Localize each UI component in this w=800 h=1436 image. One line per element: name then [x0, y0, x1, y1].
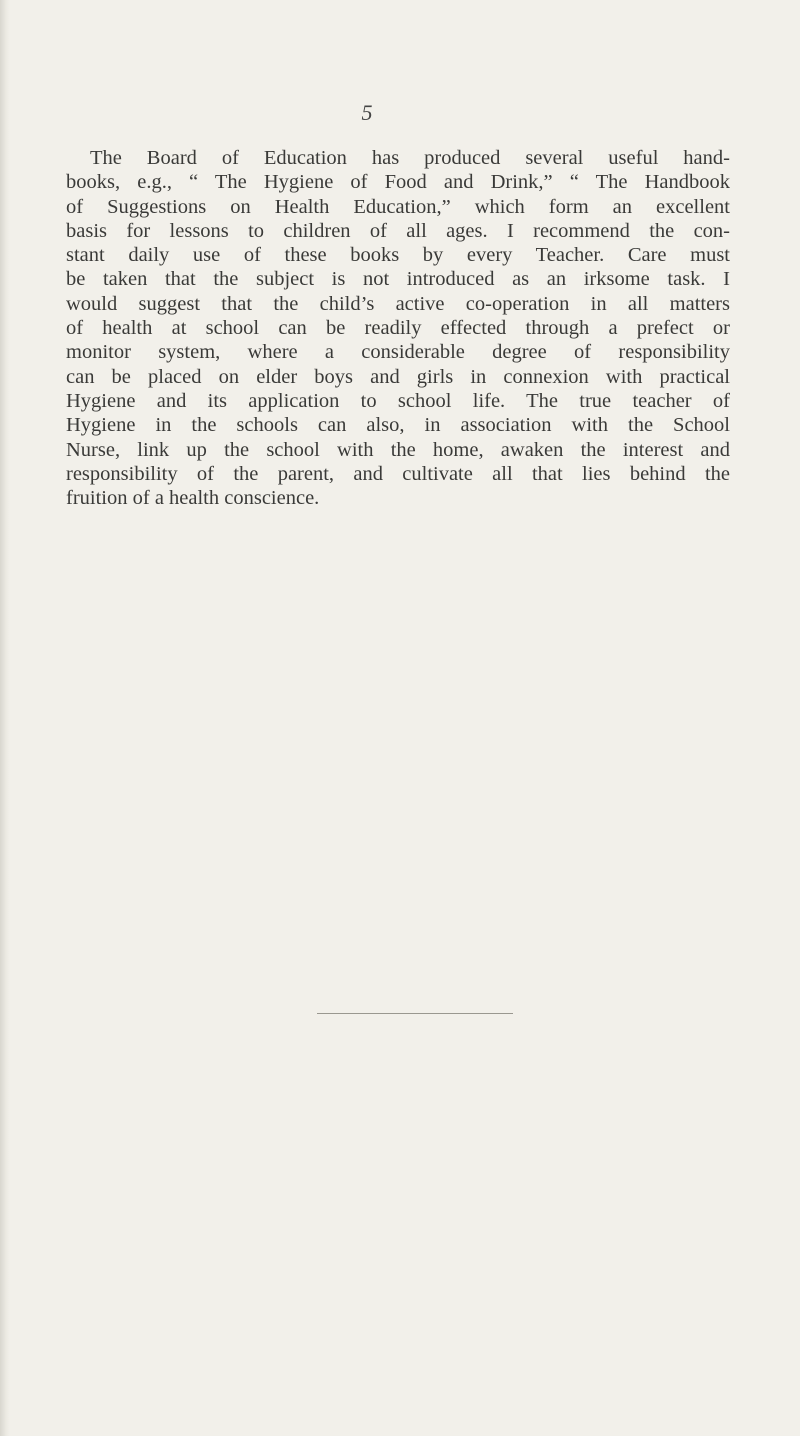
page-gutter-shadow — [0, 0, 10, 1436]
paragraph-line: of Suggestions on Health Education,” which form an excellent — [66, 195, 730, 218]
body-paragraph — [66, 146, 730, 510]
paragraph-line: stant daily use of these books by every Teacher. Care must — [66, 244, 730, 267]
section-divider-rule — [317, 1013, 513, 1014]
paragraph-line: books, e.g., “ The Hygiene of Food and Drink,” “ The Handbook — [66, 171, 730, 194]
paragraph-line: can be placed on elder boys and girls in connexion with practical — [66, 365, 730, 388]
paragraph-line: of health at school can be readily effected through a prefect or — [66, 317, 730, 340]
paragraph-line: be taken that the subject is not introduced as an irksome task. I — [66, 268, 730, 291]
page-number: 5 — [361, 100, 373, 125]
paragraph-line: Hygiene in the schools can also, in association with the School — [66, 414, 730, 437]
paragraph-line: monitor system, where a considerable degree of responsibility — [66, 341, 730, 364]
paragraph-line: fruition of a health conscience. — [66, 487, 320, 510]
paragraph-line: The Board of Education has produced several useful hand- — [90, 147, 730, 169]
paragraph-line: basis for lessons to children of all ages. I recommend the con- — [66, 219, 730, 242]
paragraph-line: would suggest that the child’s active co-operation in all matters — [66, 292, 730, 315]
paragraph-line: Nurse, link up the school with the home, awaken the interest and — [66, 438, 730, 461]
paragraph-line: responsibility of the parent, and cultivate all that lies behind the — [66, 462, 730, 485]
paragraph-line: Hygiene and its application to school life. The true teacher of — [66, 389, 730, 412]
